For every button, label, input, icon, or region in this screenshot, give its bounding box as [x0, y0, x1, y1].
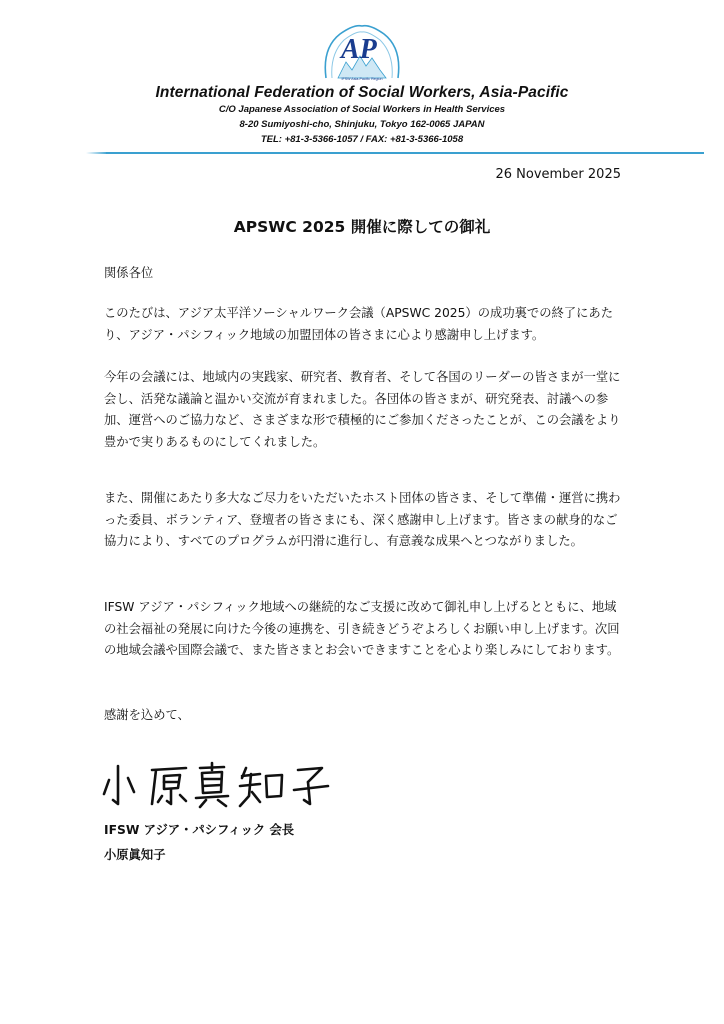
paragraph-1: このたびは、アジア太平洋ソーシャルワーク会議（APSWC 2025）の成功裏での終了にあたり、アジア・パシフィック地域の加盟団体の皆さまに心より感謝申し上げます。: [104, 306, 613, 342]
org-name: International Federation of Social Workers, Asia-Pacific: [155, 84, 569, 101]
header-rule: [106, 152, 704, 154]
paragraph-3: また、開催にあたり多大なご尽力をいただいたホスト団体の皆さま、そして準備・運営に携わった委員、ボランティア、登壇者の皆さまにも、深く感謝申し上げます。皆さまの献身的なご協力により、すべてのプログラムが円滑に進行し、有意義な成果へとつながりました。: [104, 491, 621, 548]
contact-line: TEL: +81-3-5366-1057 / FAX: +81-3-5366-1058: [260, 134, 464, 145]
handwritten-signature: [100, 760, 360, 812]
svg-text:AP: AP: [341, 34, 377, 65]
ifsw-ap-logo: [316, 18, 408, 84]
header-rule-fade: [86, 152, 108, 154]
svg-text:IFSW Asia-Pacific Region: IFSW Asia-Pacific Region: [341, 77, 383, 81]
signer-title: IFSW アジア・パシフィック 会長: [104, 823, 295, 837]
salutation: 関係各位: [104, 266, 154, 280]
paragraph-2: 今年の会議には、地域内の実践家、研究者、教育者、そして各国のリーダーの皆さまが一堂に会し、活発な議論と温かい交流が育まれました。各団体の皆さまが、研究発表、討議への参加、運営へのご協力など、さまざまな形で積極的にご参加くださったことが、この会議をより豊かで実りあるものにしてくれました。: [104, 370, 621, 449]
address-line-1: C/O Japanese Association of Social Workers in Health Services: [218, 104, 506, 115]
closing-phrase: 感謝を込めて、: [104, 708, 190, 722]
letter-title: APSWC 2025 開催に際しての御礼: [233, 218, 491, 236]
paragraph-4: IFSW アジア・パシフィック地域への継続的なご支援に改めて御礼申し上げるとともに、地域の社会福祉の発展に向けた今後の連携を、引き続きどうぞよろしくお願い申し上げます。次回の地域会議や国際会議で、また皆さまとお会いできますことを心より楽しみにしております。: [104, 600, 620, 657]
letterhead: [0, 0, 724, 160]
letter-date: 26 November 2025: [495, 167, 621, 182]
signer-name: 小原眞知子: [104, 848, 166, 862]
address-line-2: 8-20 Sumiyoshi-cho, Shinjuku, Tokyo 162-0065 JAPAN: [239, 119, 485, 130]
